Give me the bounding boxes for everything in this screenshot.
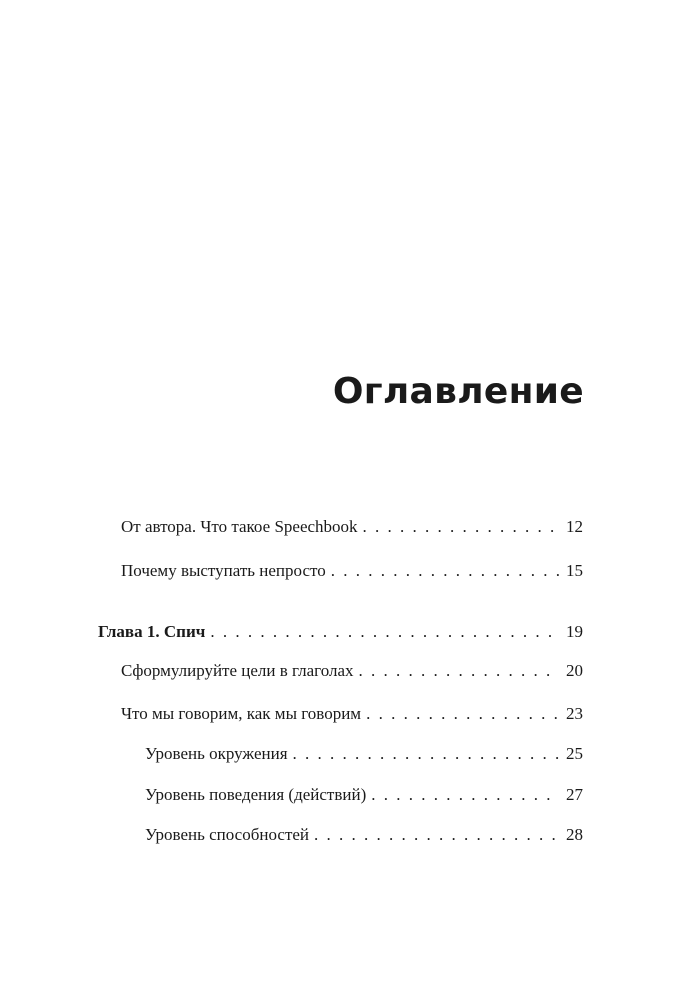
toc-entry-label: Сформулируйте цели в глаголах <box>121 661 354 680</box>
page-title: Оглавление <box>332 371 584 412</box>
toc-entry-chapter-1[interactable] <box>98 621 583 643</box>
toc-entry-behavior-level[interactable] <box>145 784 583 806</box>
toc-entry-from-author[interactable] <box>121 516 583 538</box>
toc-entry-label: Уровень окружения <box>145 744 288 763</box>
dot-leader <box>314 824 559 846</box>
dot-leader <box>366 703 559 725</box>
dot-leader <box>371 784 559 806</box>
toc-entry-page-number: 20 <box>566 661 583 680</box>
dot-leader <box>331 560 559 582</box>
toc-entry-label: Почему выступать непросто <box>121 561 326 580</box>
toc-entry-label: Уровень поведения (действий) <box>145 785 367 804</box>
toc-entry-label: Глава 1. Спич <box>98 622 206 641</box>
dot-leader <box>210 621 559 643</box>
dot-leader <box>293 743 559 765</box>
toc-entry-goals-in-verbs[interactable] <box>121 660 583 682</box>
toc-entry-what-how-we-say[interactable] <box>121 703 583 725</box>
toc-entry-label: Уровень способностей <box>145 825 310 844</box>
toc-entry-page-number: 25 <box>566 744 583 763</box>
dot-leader <box>359 660 559 682</box>
toc-entry-page-number: 12 <box>566 517 583 536</box>
toc-entry-environment-level[interactable] <box>145 743 583 765</box>
toc-entry-page-number: 23 <box>566 704 583 723</box>
toc-entry-page-number: 27 <box>566 785 583 804</box>
toc-entry-label: От автора. Что такое Speechbook <box>121 517 358 536</box>
toc-entry-page-number: 19 <box>566 622 583 641</box>
toc-entry-label: Что мы говорим, как мы говорим <box>121 704 362 723</box>
toc-entry-page-number: 28 <box>566 825 583 844</box>
toc-entry-page-number: 15 <box>566 561 583 580</box>
dot-leader <box>363 516 559 538</box>
toc-entry-abilities-level[interactable] <box>145 824 583 846</box>
toc-entry-why-speaking-hard[interactable] <box>121 560 583 582</box>
